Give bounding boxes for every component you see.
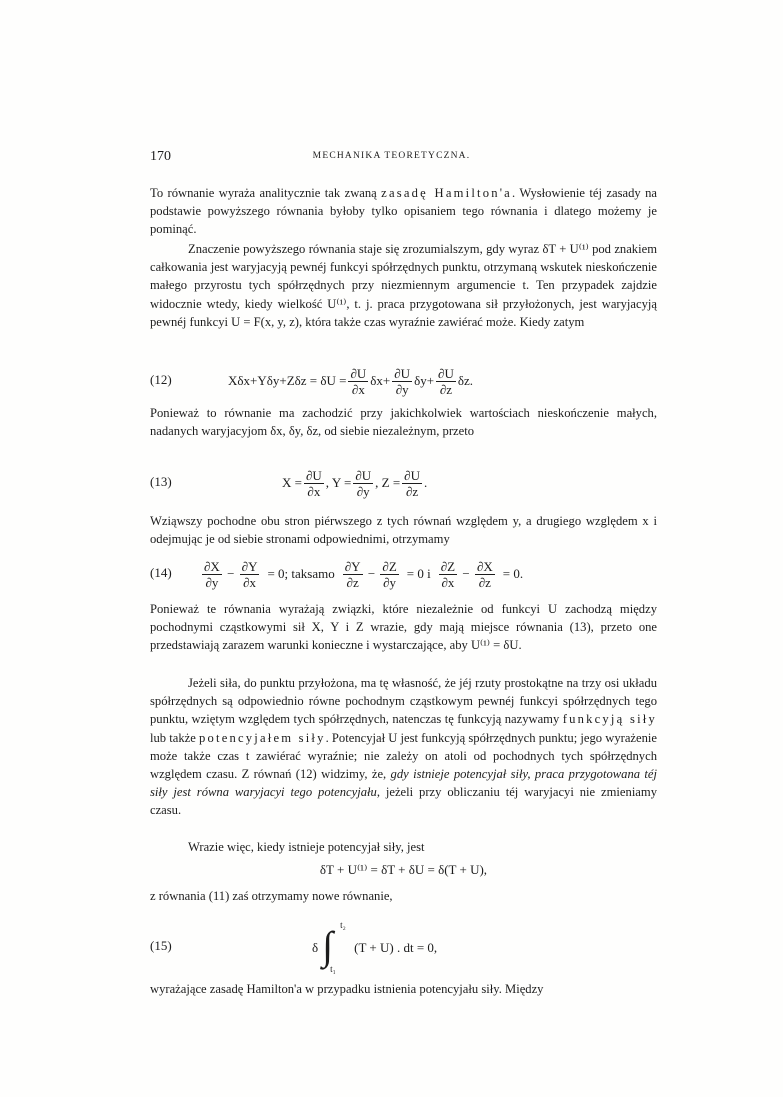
- eq15-upper-limit: t₂: [340, 920, 346, 930]
- eq13-z: , Z =: [375, 475, 401, 490]
- eq13-num-1: ∂U: [305, 467, 322, 483]
- eq14-minus-1: −: [223, 566, 238, 581]
- eq14-num-f: ∂X: [476, 558, 493, 574]
- eq15-number: (15): [150, 938, 172, 953]
- eq14-num-c: ∂Y: [344, 558, 361, 574]
- paragraph-6: [150, 674, 657, 820]
- eq14-den-a: ∂y: [205, 574, 219, 590]
- eq15-lower-limit: t₁: [330, 964, 336, 974]
- p6-text-c: . Potencyjał U jest funkcyją spółrzędnych punktu; jego wyrażenie może także czas t zawiérać wyraźnie; nie zależy on atoli od pochodnych tych spółrzędnych względem czasu. Z równań (12) widzimy, że,: [150, 730, 657, 782]
- p6-term-2: potencyjałem siły: [199, 730, 326, 745]
- page-number: 170: [150, 149, 171, 164]
- eq12-term-2: δy+: [414, 373, 435, 388]
- eq14-den-c: ∂z: [346, 574, 359, 590]
- eq14-den-d: ∂y: [383, 574, 397, 590]
- eq12-term-1: δx+: [370, 373, 391, 388]
- eq15-body: (T + U) . dt = 0,: [354, 940, 438, 955]
- eq13-end: .: [423, 475, 428, 490]
- paragraph-3: Ponieważ to równanie ma zachodzić przy jakichkolwiek wartościach nieskończenie małych, nadanych waryjacyjom δx, δy, δz, od siebie niezależnym, przeto: [150, 406, 657, 439]
- eq13-y: , Y =: [325, 475, 352, 490]
- p6-text-d: , jeżeli przy obliczaniu téj waryjacyi nie zmieniamy czasu.: [150, 785, 657, 818]
- eq14-den-e: ∂x: [441, 574, 455, 590]
- p6-text-a: Jeżeli siła, do punktu przyłożona, ma tę własność, że jéj rzuty prostokątne na trzy osi układu spółrzędnych są odpowiednio równe pochodnym cząstkowym pewnéj funkcyi spółrzędnych tego punktu, wziętym względem tych spółrzędnych, natenczas tę funkcyją nazywamy: [150, 676, 657, 727]
- p6-text-b: lub także: [150, 730, 199, 745]
- eq14-rel-2: = 0 i: [406, 566, 431, 581]
- paragraph-1: [150, 184, 657, 239]
- equation-12: [150, 362, 657, 400]
- eq13-den-1: ∂x: [307, 483, 321, 499]
- eq14-rel-3: = 0.: [502, 566, 524, 581]
- eq12-num-1: ∂U: [350, 365, 367, 381]
- eq12-den-2: ∂y: [395, 381, 409, 397]
- eq14-number: (14): [150, 565, 172, 580]
- eq13-x: X =: [282, 475, 302, 490]
- eq13-den-2: ∂y: [356, 483, 370, 499]
- eq13-den-3: ∂z: [405, 483, 419, 499]
- p1-term: zasadę Hamilton'a: [381, 186, 512, 200]
- eq14-minus-3: −: [459, 566, 473, 581]
- paragraph-8: z równania (11) zaś otrzymamy nowe równanie,: [150, 889, 393, 903]
- eq14-num-a: ∂X: [204, 558, 220, 574]
- eq14-den-b: ∂x: [243, 574, 257, 590]
- eq12-number: (12): [150, 372, 172, 387]
- paragraph-2: Znaczenie powyższego równania staje się zrozumialszym, gdy wyraz δT + U⁽¹⁾ pod znakiem całkowania jest waryjacyją pewnéj funkcyi spółrzędnych punktu, otrzymaną wskutek nieskończenie małego przyrostu tych spółrzędnych przy niezmiennym argumencie t. Ten przypadek zajdzie widocznie wtedy, kiedy wielkość U⁽¹⁾, t. j. praca przygotowana sił przyłożonych, jest waryjacyją pewnéj funkcyi U = F(x, y, z), która także czas wyraźnie zawiérać może. Kiedy zatym: [150, 242, 657, 329]
- p6-term-1: funkcyją siły: [562, 712, 658, 727]
- paragraph-7: Wrazie więc, kiedy istnieje potencyjał siły, jest: [188, 840, 425, 854]
- eq12-num-3: ∂U: [438, 365, 454, 381]
- eq13-number: (13): [150, 474, 172, 489]
- equation-13: [150, 464, 657, 502]
- paragraph-4: Wziąwszy pochodne obu stron piérwszego z tych równań względem y, a drugiego względem x i odejmując je od siebie stronami odpowiednimi, otrzymamy: [150, 514, 657, 547]
- eq14-num-e: ∂Z: [440, 558, 456, 574]
- eq12-term-3: δz.: [457, 373, 473, 388]
- paragraph-5: Ponieważ te równania wyrażają związki, które niezależnie od funkcyi U zachodzą między pochodnymi cząstkowymi sił X, Y i Z wrazie, gdy mają miejsce równania (13), przeto one przedstawiają zarazem warunki konieczne i wystarczające, aby U⁽¹⁾ = δU.: [150, 602, 657, 653]
- running-head: MECHANIKA TEORETYCZNA.: [312, 151, 471, 161]
- equation-14: [150, 555, 657, 593]
- eq14-rel-1: = 0; taksamo: [267, 566, 335, 581]
- eq12-den-1: ∂x: [351, 381, 365, 397]
- eq13-num-3: ∂U: [404, 467, 420, 483]
- eq12-den-3: ∂z: [439, 381, 453, 397]
- integral-sign: ∫: [322, 923, 334, 968]
- eq14-num-b: ∂Y: [241, 558, 258, 574]
- eq14-den-f: ∂z: [478, 574, 491, 590]
- eq12-lhs: Xδx+Yδy+Zδz = δU =: [228, 373, 347, 388]
- eq13-num-2: ∂U: [355, 467, 372, 483]
- equation-15: [150, 920, 657, 976]
- paragraph-9: wyrażające zasadę Hamilton'a w przypadku istnienia potencyjału siły. Między: [150, 982, 544, 996]
- eq12-num-2: ∂U: [394, 365, 411, 381]
- equation-potential: δT + U⁽¹⁾ = δT + δU = δ(T + U),: [319, 862, 488, 877]
- eq14-minus-2: −: [364, 566, 379, 581]
- eq15-delta: δ: [312, 940, 319, 955]
- p6-italic: gdy istnieje potencyjał siły, praca przygotowana téj siły jest równa waryjacyi tego potencyjału: [150, 767, 657, 800]
- p1-text-a: To równanie wyraża analitycznie tak zwaną: [150, 186, 382, 200]
- p1-text-b: . Wysłowienie téj zasady na podstawie powyższego równania byłoby tylko opisaniem tego równania i dlatego możemy je pominąć.: [150, 186, 657, 237]
- eq14-num-d: ∂Z: [382, 558, 397, 574]
